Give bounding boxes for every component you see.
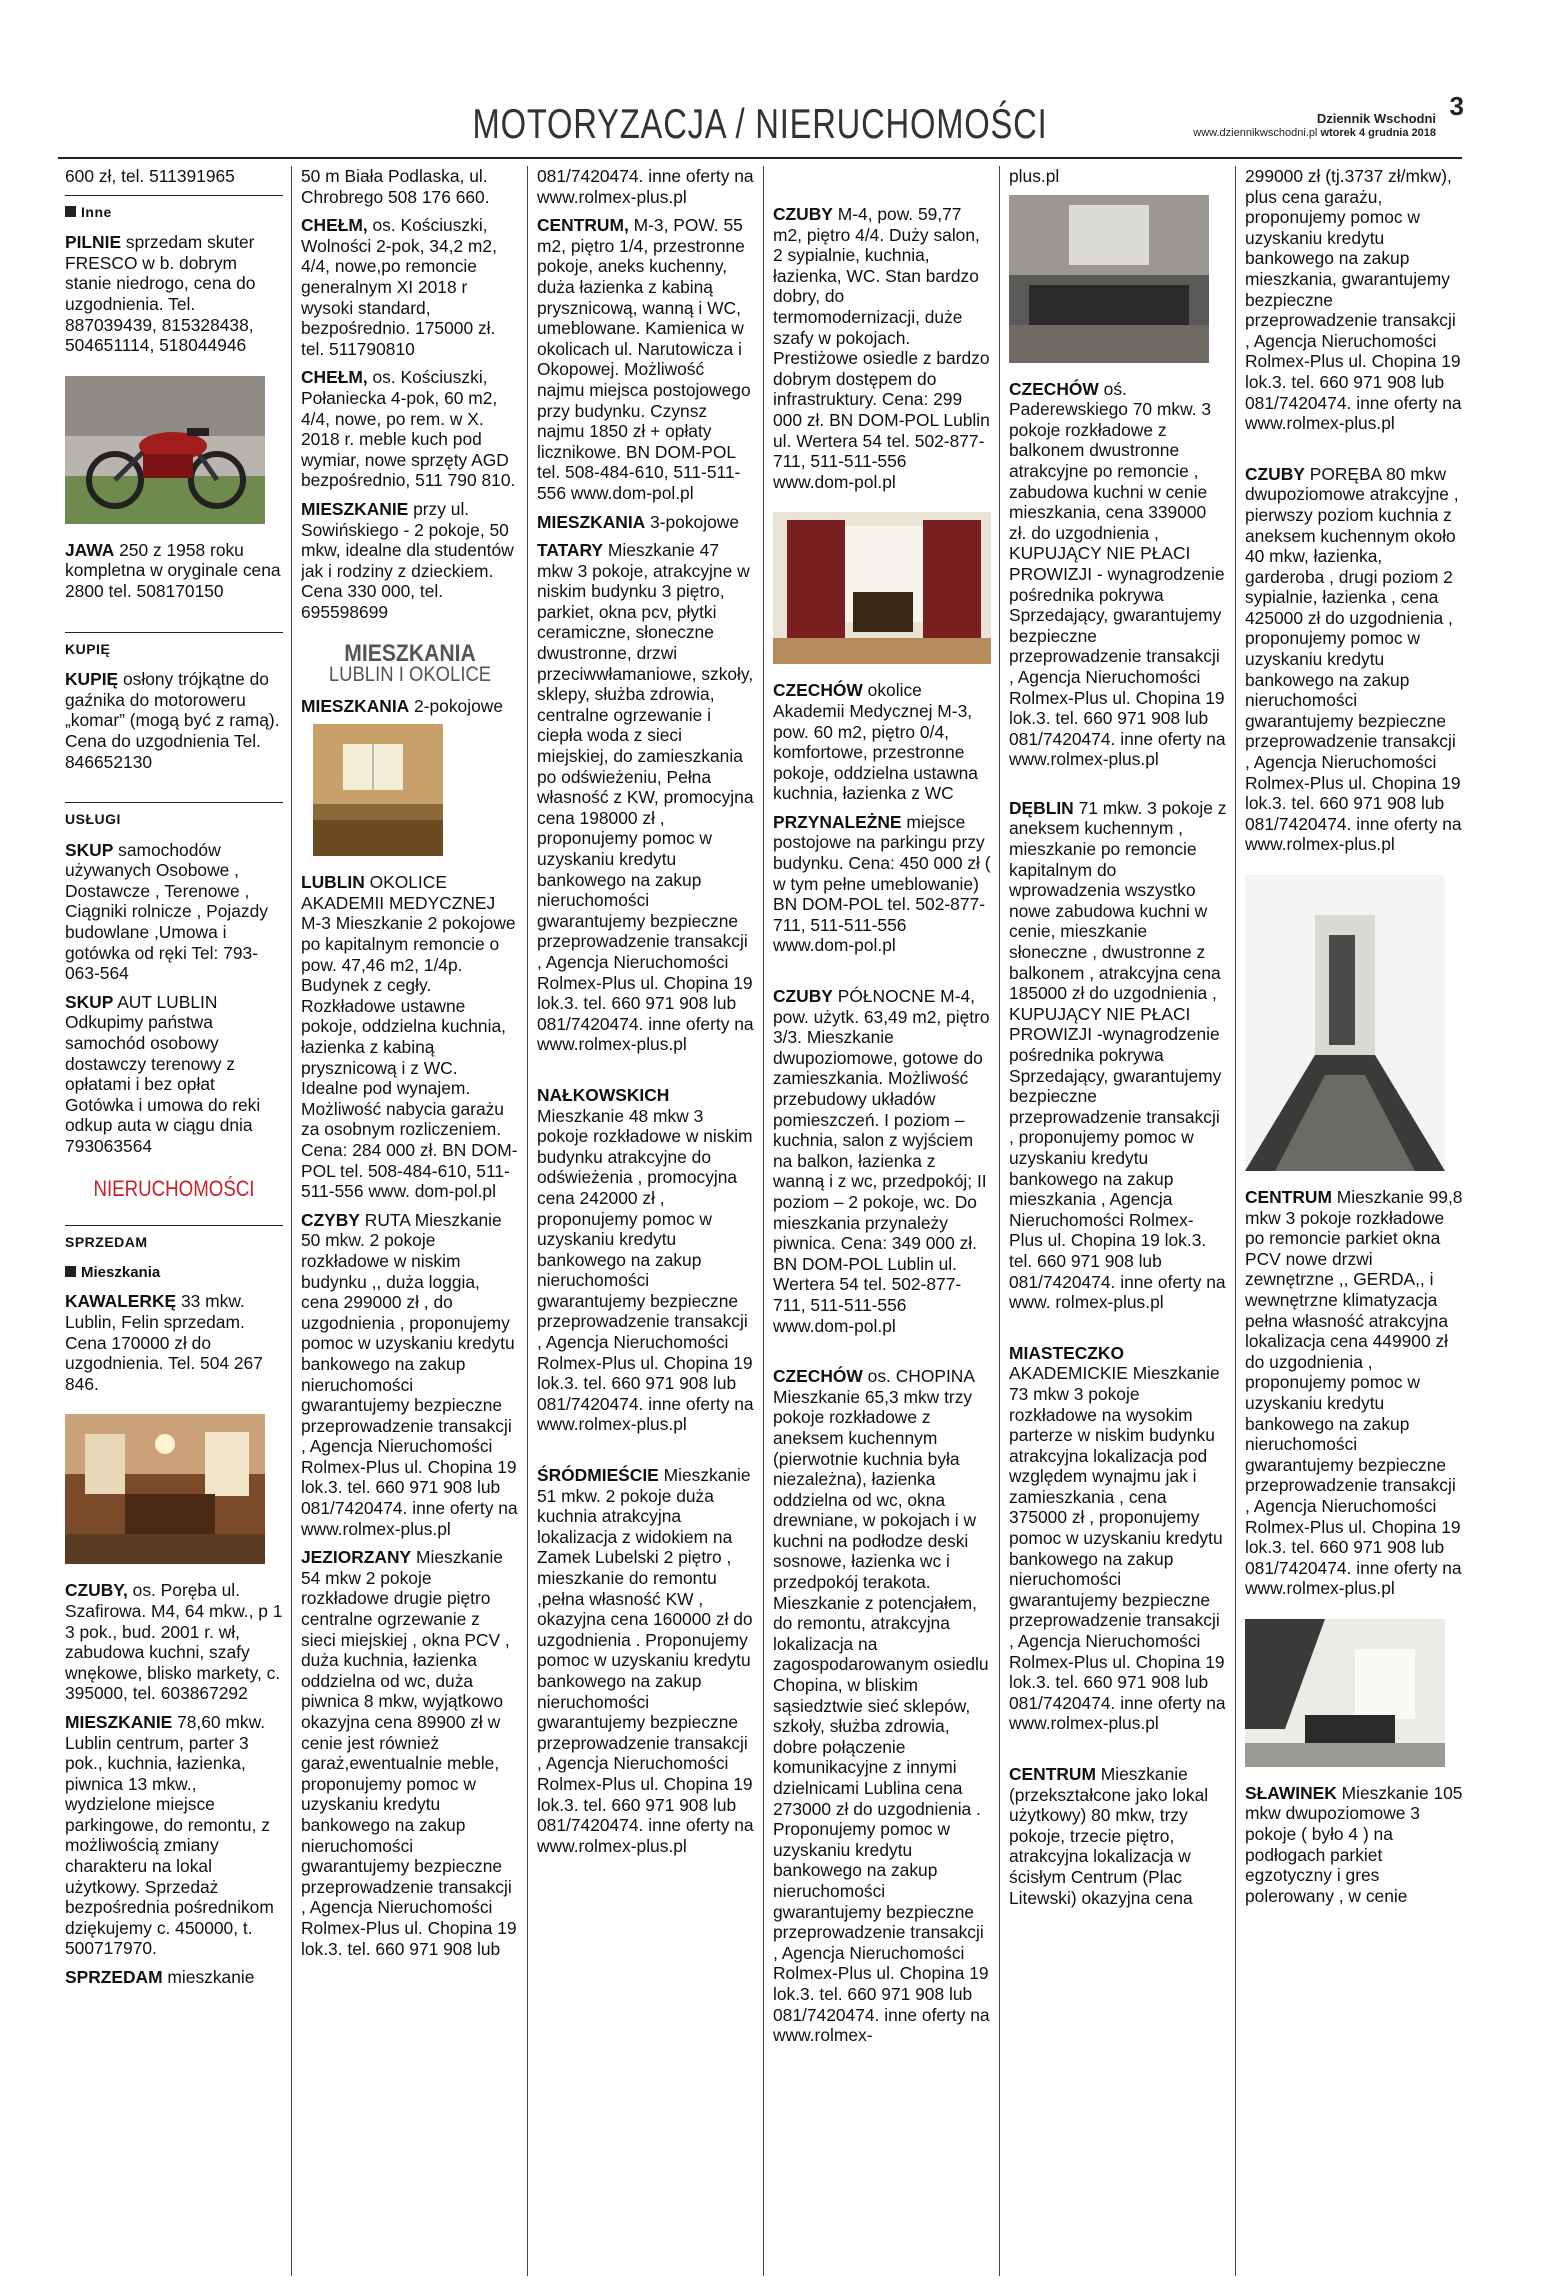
category-inne: Inne: [65, 195, 283, 223]
issue-date: wtorek 4 grudnia 2018: [1320, 127, 1436, 139]
apartment-photo: [313, 724, 443, 856]
classified-ad: MIASTECZKO AKADEMICKIE Mieszkanie 73 mkw 3 pokoje rozkładowe na wysokim parterze w niskim budynku atrakcyjna lokalizacja pod względem wynajmu jak i zamieszkania , cena 375000 zł , proponujemy pomoc w uzyskaniu kredytu bankowego na zakup nieruchomości gwarantujemy bezpieczne przeprowadzenie transakcji , Agencja Nieruchomości Rolmex-Plus ul. Chopina 19 lok.3. tel. 660 971 908 lub 081/7420474. inne oferty na www.rolmex-plus.pl: [1009, 1342, 1226, 1734]
classified-ad: KUPIĘ osłony trójkątne do gaźnika do motoroweru „komar” (mogą być z ramą). Cena do uzgodnienia Tel. 846652130: [65, 669, 280, 772]
classified-ad: PILNIE sprzedam skuter FRESCO w b. dobrym stanie niedrogo, cena do uzgodnienia. Tel. 887039439, 815328438, 504651114, 518044946: [65, 232, 256, 356]
classified-ad: ŚRÓDMIEŚCIE Mieszkanie 51 mkw. 2 pokoje duża kuchnia atrakcyjna lokalizacja z widokiem na Zamek Lubelski 2 piętro , mieszkanie do remontu ,pełna własność KW , okazyjna cena 160000 zł do uzgodnienia . Proponujemy pomoc w uzyskaniu kredytu bankowego na zakup nieruchomości gwarantujemy bezpieczne przeprowadzenie transakcji , Agencja Nieruchomości Rolmex-Plus ul. Chopina 19 lok.3. tel. 660 971 908 lub 081/7420474. inne oferty na www.rolmex-plus.pl: [537, 1465, 754, 1856]
ad-text: 600 zł, tel. 511391965: [65, 166, 235, 186]
section-heading-nieruchomosci: NIERUCHOMOŚCI: [93, 1175, 255, 1201]
classified-ad: JAWA 250 z 1958 roku kompletna w oryginale cena 2800 tel. 508170150: [65, 539, 281, 601]
classified-ad: PRZYNALEŻNE miejsce postojowe na parkingu przy budynku. Cena: 450 000 zł ( w tym pełne umeblowanie) BN DOM-POL tel. 502-877-711, 511-511-556 www.dom-pol.pl: [773, 811, 991, 956]
category-banner: MIESZKANIA LUBLIN I OKOLICE: [328, 640, 492, 687]
category-uslugi: USŁUGI: [65, 802, 283, 830]
apartment-photo: [1009, 195, 1209, 363]
motorcycle-photo: [65, 376, 265, 524]
ad-text: 081/7420474. inne oferty na www.rolmex-plus.pl: [537, 166, 754, 207]
classified-ad: CHEŁM, os. Kościuszki, Połaniecka 4-pok, 60 m2, 4/4, nowe, po rem. w X. 2018 r. meble kuch pod wymiar, nowe sprzęty AGD bezpośrednio, 511 790 810.: [301, 367, 516, 491]
classified-ad: CZUBY, os. Poręba ul. Szafirowa. M4, 64 mkw., p 1 3 pok., bud. 2001 r. wł, zabudowa kuchni, szafy wnękowe, blisko markety, c. 395000, tel. 603867292: [65, 1580, 283, 1704]
ad-text: plus.pl: [1009, 166, 1060, 186]
classified-ad: DĘBLIN 71 mkw. 3 pokoje z aneksem kuchennym , mieszkanie po remoncie kapitalnym do wprowadzenia wszystko nowe zabudowa kuchni w cenie, mieszkanie słoneczne , dwustronne z balkonem , atrakcyjna cena 185000 zł do uzgodnienia , KUPUJĄCY NIE PŁACI PROWIZJI -wynagrodzenie pośrednika pokrywa Sprzedający, gwarantujemy bezpieczne przeprowadzenie transakcji , proponujemy pomoc w uzyskaniu kredytu bankowego na zakup mieszkania , Agencja Nieruchomości Rolmex- Plus ul. Chopina 19 lok.3. tel. 660 971 908 lub 081/7420474. inne oferty na www. rolmex-plus.pl: [1009, 797, 1227, 1313]
classified-ad: CENTRUM Mieszkanie 99,8 mkw 3 pokoje rozkładowe po remoncie parkiet okna PCV nowe drzwi zewnętrzne ,, GERDA,, i wewnętrzne klimatyzacja pełna własność atrakcyjna lokalizacja cena 449900 zł do uzgodnienia , proponujemy pomoc w uzyskaniu kredytu bankowego na zakup nieruchomości gwarantujemy bezpieczne przeprowadzenie transakcji , Agencja Nieruchomości Rolmex-Plus ul. Chopina 19 lok.3. tel. 660 971 908 lub 081/7420474. inne oferty na www.rolmex-plus.pl: [1245, 1187, 1463, 1599]
page-number: 3: [1449, 91, 1464, 121]
classified-ad: SŁAWINEK Mieszkanie 105 mkw dwupoziomowe 3 pokoje ( było 4 ) na podłogach parkiet egzotyczny i gres polerowany , w cenie: [1245, 1782, 1463, 1906]
classified-ad: SPRZEDAM mieszkanie: [65, 1967, 255, 1988]
column-divider: [527, 166, 528, 2276]
classified-ad: CHEŁM, os. Kościuszki, Wolności 2-pok, 34,2 m2, 4/4, nowe,po remoncie generalnym XI 2018 r wysoki standard, bezpośrednio. 175000 zł. tel. 511790810: [301, 215, 497, 359]
apartment-photo: [1245, 1619, 1445, 1767]
classified-ad: CZUBY PÓŁNOCNE M-4, pow. użytk. 63,49 m2, piętro 3/3. Mieszkanie dwupoziomowe, gotowe do zamieszkania. Możliwość przebudowy układów pomieszczeń. I poziom – kuchnia, salon z wyjściem na balkon, łazienka z wanną i z wc, przedpokój; II poziom – 2 pokoje, wc. Do mieszkania przynależy piwnica. Cena: 349 000 zł. BN DOM-POL Lublin ul. Wertera 54 tel. 502-877-711, 511-511-556 www.dom-pol.pl: [773, 986, 990, 1336]
hallway-photo: [1245, 875, 1445, 1171]
classified-ad: NAŁKOWSKICH Mieszkanie 48 mkw 3 pokoje rozkładowe w niskim budynku atrakcyjne do odświeżenia , promocyjna cena 242000 zł , proponujemy pomoc w uzyskaniu kredytu bankowego na zakup nieruchomości gwarantujemy bezpieczne przeprowadzenie transakcji , Agencja Nieruchomości Rolmex-Plus ul. Chopina 19 lok.3. tel. 660 971 908 lub 081/7420474. inne oferty na www.rolmex-plus.pl: [537, 1084, 754, 1435]
header-rule: [58, 157, 1462, 159]
classified-ad: TATARY Mieszkanie 47 mkw 3 pokoje, atrakcyjne w niskim budynku 3 piętro, parkiet, okna pcv, płytki ceramiczne, słoneczne dwustronne, drzwi przeciwwłamaniowe, szkoły, sklepy, służba zdrowia, centralne ogrzewanie i ciepła woda z sieci miejskiej, do zamieszkania po odświeżeniu, Pełna własność z KW, promocyjna cena 198000 zł , proponujemy pomoc w uzyskaniu kredytu bankowego na zakup nieruchomości gwarantujemy bezpieczne przeprowadzenie transakcji , Agencja Nieruchomości Rolmex-Plus ul. Chopina 19 lok.3. tel. 660 971 908 lub 081/7420474. inne oferty na www.rolmex-plus.pl: [537, 540, 754, 1055]
column-3: [537, 166, 755, 2276]
column-5: [1009, 166, 1227, 2276]
column-divider: [999, 166, 1000, 2276]
classified-ad: CZECHÓW okolice Akademii Medycznej M-3, pow. 60 m2, piętro 0/4, komfortowe, przestronne pokoje, oddzielna ustawna kuchnia, łazienka z WC: [773, 680, 978, 804]
classified-ad: LUBLIN OKOLICE AKADEMII MEDYCZNEJ M-3 Mieszkanie 2 pokojowe po kapitalnym remoncie o pow. 47,46 m2, 1/4p. Budynek z cegły. Rozkładowe ustawne pokoje, oddzielna kuchnia, łazienka z kabiną prysznicową i z WC. Idealne pod wynajem. Możliwość nabycia garażu za osobnym rozliczeniem. Cena: 284 000 zł. BN DOM-POL tel. 508-484-610, 511-511-556 www. dom-pol.pl: [301, 872, 518, 1202]
column-6: [1245, 166, 1463, 2276]
masthead: [1193, 91, 1464, 140]
classified-ad: CZECHÓW oś. Paderewskiego 70 mkw. 3 pokoje rozkładowe z balkonem dwustronne atrakcyjne po remoncie , zabudowa kuchni w cenie mieszkania, cena 339000 zł. do uzgodnienia , KUPUJĄCY NIE PŁACI PROWIZJI - wynagrodzenie pośrednika pokrywa Sprzedający, gwarantujemy bezpieczne przeprowadzenie transakcji , Agencja Nieruchomości Rolmex-Plus ul. Chopina 19 lok.3. tel. 660 971 908 lub 081/7420474. inne oferty na www.rolmex-plus.pl: [1009, 378, 1226, 770]
ad-text: 299000 zł (tj.3737 zł/mkw), plus cena garażu, proponujemy pomoc w uzyskaniu kredytu bankowego na zakup mieszkania, gwarantujemy bezpieczne przeprowadzenie transakcji , Agencja Nieruchomości Rolmex-Plus ul. Chopina 19 lok.3. tel. 660 971 908 lub 081/7420474. inne oferty na www.rolmex-plus.pl: [1245, 166, 1462, 434]
classified-ad: MIESZKANIA 2-pokojowe: [301, 695, 503, 716]
apartment-photo: [773, 512, 991, 664]
classified-ad: CZUBY M-4, pow. 59,77 m2, piętro 4/4. Duży salon, 2 sypialnie, kuchnia, łazienka, WC. Stan bardzo dobry, do termomodernizacji, duże szafy w pokojach. Prestiżowe osiedle z bardzo dobrym dostępem do infrastruktury. Cena: 299 000 zł. BN DOM-POL Lublin ul. Wertera 54 tel. 502-877-711, 511-511-556 www.dom-pol.pl: [773, 204, 990, 492]
category-sprzedam: SPRZEDAM: [65, 1225, 283, 1253]
brand-name: Dziennik Wschodni: [1316, 111, 1436, 126]
classified-ad: MIESZKANIA 3-pokojowe: [537, 511, 739, 532]
category-kupie: KUPIĘ: [65, 632, 283, 660]
page-header: [58, 91, 1464, 156]
column-divider: [763, 166, 764, 2276]
classified-ad: SKUP samochodów używanych Osobowe , Dostawcze , Terenowe , Ciągniki rolnicze , Pojazdy budowlane ,Umowa i gotówka od ręki Tel: 793-063-564: [65, 839, 268, 984]
classified-ad: CZUBY PORĘBA 80 mkw dwupoziomowe atrakcyjne , pierwszy poziom kuchnia z aneksem kuchennym około 40 mkw, łazienka, garderoba , drugi poziom 2 sypialnie, łazienka , cena 425000 zł do uzgodnienia , proponujemy pomoc w uzyskaniu kredytu bankowego na zakup nieruchomości gwarantujemy bezpieczne przeprowadzenie transakcji , Agencja Nieruchomości Rolmex-Plus ul. Chopina 19 lok.3. tel. 660 971 908 lub 081/7420474. inne oferty na www.rolmex-plus.pl: [1245, 463, 1462, 855]
column-1: [65, 166, 283, 2276]
ad-text: 50 m Biała Podlaska, ul. Chrobrego 508 176 660.: [301, 166, 490, 207]
classified-ad: CZYBY RUTA Mieszkanie 50 mkw. 2 pokoje rozkładowe w niskim budynku ,, duża loggia, cena 299000 zł , do uzgodnienia , proponujemy pomoc w uzyskaniu kredytu bankowego na zakup nieruchomości gwarantujemy bezpieczne przeprowadzenie transakcji , Agencja Nieruchomości Rolmex-Plus ul. Chopina 19 lok.3. tel. 660 971 908 lub 081/7420474. inne oferty na www.rolmex-plus.pl: [301, 1209, 518, 1539]
classified-ad: MIESZKANIE 78,60 mkw. Lublin centrum, parter 3 pok., kuchnia, łazienka, piwnica 13 mkw., wydzielone miejsce parkingowe, do remontu, z możliwością zmiany charakteru na lokal użytkowy. Sprzedaż bezpośrednia pośrednikom dziękujemy c. 450000, t. 500717970.: [65, 1711, 274, 1959]
column-2: [301, 166, 519, 2276]
classified-ad: CENTRUM, M-3, POW. 55 m2, piętro 1/4, przestronne pokoje, aneks kuchenny, duża łazienka z kabiną prysznicową, wanną i WC, umeblowane. Kamienica w okolicach ul. Narutowicza i Okopowej. Możliwość najmu miejsca postojowego przy budynku. Czynsz najmu 1850 zł + opłaty licznikowe. BN DOM-POL tel. 508-484-610, 511-511-556 www.dom-pol.pl: [537, 215, 751, 503]
classified-ad: KAWALERKĘ 33 mkw. Lublin, Felin sprzedam. Cena 170000 zł do uzgodnienia. Tel. 504 267 846.: [65, 1291, 263, 1394]
classified-ad: SKUP AUT LUBLIN Odkupimy państwa samochód osobowy dostawczy terenowy z opłatami i bez opłat Gotówka i umowa do reki odkup auta w ciągu dnia 793063564: [65, 991, 261, 1156]
column-4: [773, 166, 991, 2276]
classified-ad: CZECHÓW os. CHOPINA Mieszkanie 65,3 mkw trzy pokoje rozkładowe z aneksem kuchennym (pierwotnie kuchnia była niezależna), łazienka oddzielna od wc, okna drewniane, w pokojach i w kuchni na podłodze deski sosnowe, łazienka wc i przedpokój terakota. Mieszkanie z potencjałem, do remontu, atrakcyjna lokalizacja na zagospodarowanym osiedlu Chopina, w bliskim sąsiedztwie sieć sklepów, szkoły, służba zdrowia, dobre połączenie komunikacyjne z innymi dzielnicami Lublina cena 273000 zł do uzgodnienia . Proponujemy pomoc w uzyskaniu kredytu bankowego na zakup nieruchomości gwarantujemy bezpieczne przeprowadzenie transakcji , Agencja Nieruchomości Rolmex-Plus ul. Chopina 19 lok.3. tel. 660 971 908 lub 081/7420474. inne oferty na www.rolmex-: [773, 1366, 990, 2046]
column-divider: [1235, 166, 1236, 2276]
classified-ad: MIESZKANIE przy ul. Sowińskiego - 2 pokoje, 50 mkw, idealne dla studentów jak i rodziny z dzieckiem. Cena 330 000, tel. 695598699: [301, 498, 514, 622]
apartment-photo: [65, 1414, 265, 1564]
classified-ad: CENTRUM Mieszkanie (przekształcone jako lokal użytkowy) 80 mkw, trzy pokoje, trzecie piętro, atrakcyjna lokalizacja w ścisłym Centrum (Plac Litewski) okazyjna cena: [1009, 1764, 1209, 1908]
classified-ad: JEZIORZANY Mieszkanie 54 mkw 2 pokoje rozkładowe drugie piętro centralne ogrzewanie z sieci miejskiej , okna PCV , duża kuchnia, łazienka oddzielna od wc, duża piwnica 8 mkw, wyjątkowo okazyjna cena 89900 zł w cenie jest również garaż,ewentualnie meble, proponujemy pomoc w uzyskaniu kredytu bankowego na zakup nieruchomości gwarantujemy bezpieczne przeprowadzenie transakcji , Agencja Nieruchomości Rolmex-Plus ul. Chopina 19 lok.3. tel. 660 971 908 lub: [301, 1547, 517, 1959]
section-title: MOTORYZACJA / NIERUCHOMOŚCI: [472, 100, 1048, 147]
website[interactable]: www.dziennikwschodni.pl: [1193, 127, 1318, 139]
column-divider: [291, 166, 292, 2276]
subcategory-mieszkania: Mieszkania: [65, 1263, 283, 1284]
columns: [58, 166, 1462, 2276]
